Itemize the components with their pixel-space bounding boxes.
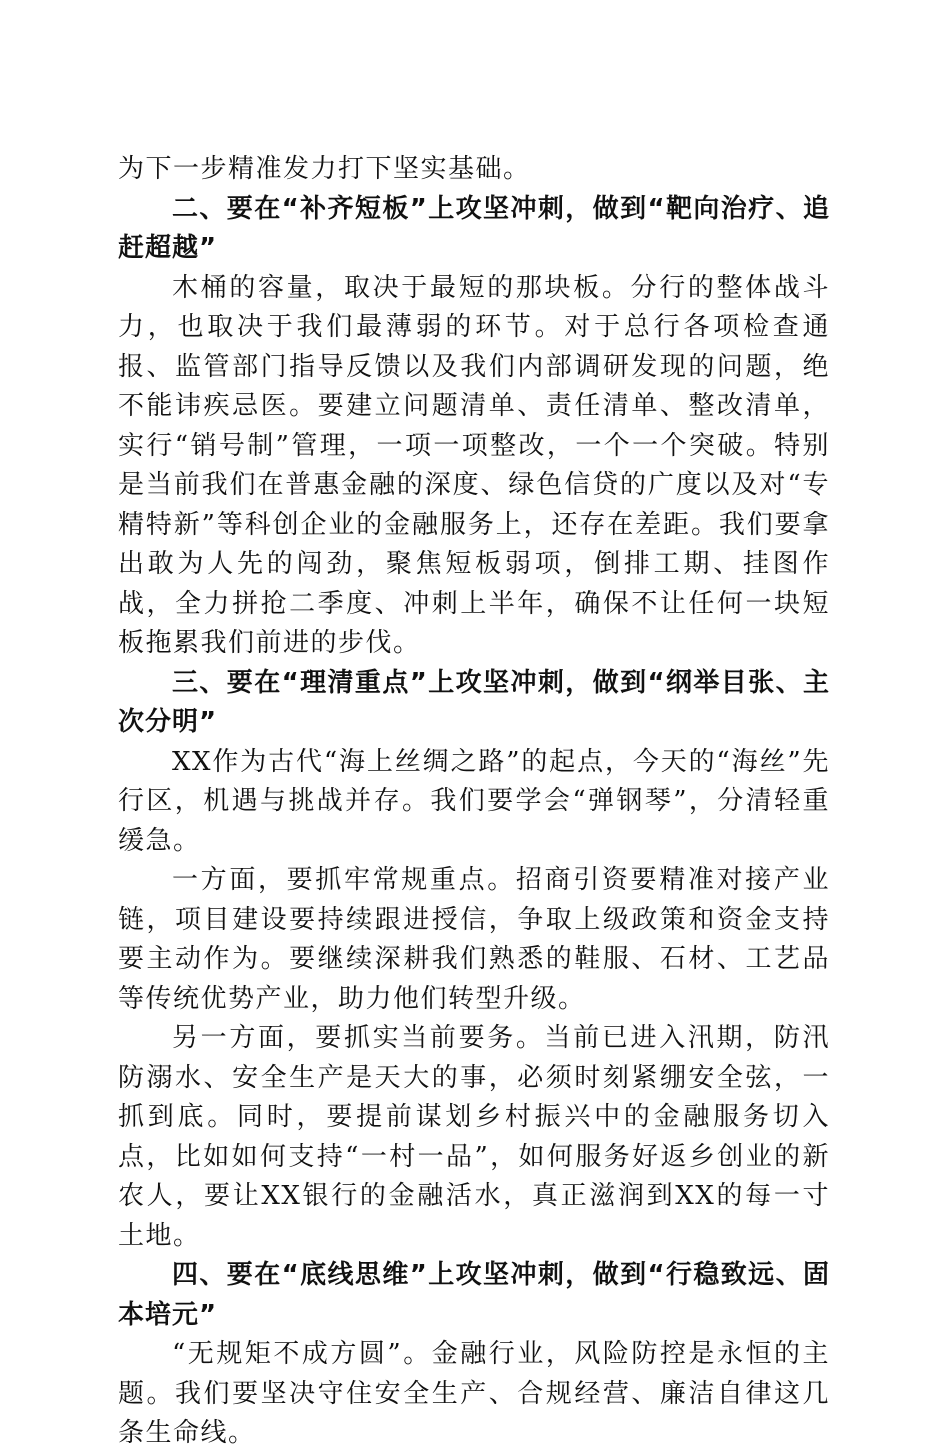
body-paragraph: “无规矩不成方圆”。金融行业，风险防控是永恒的主题。我们要坚决守住安全生产、合规经营、廉洁自律这几条生命线。 [118,1339,830,1448]
section-heading-3: 三、要在“理清重点”上攻坚冲刺，做到“纲举目张、主次分明” [118,667,830,737]
body-paragraph: XX作为古代“海上丝绸之路”的起点，今天的“海丝”先行区，机遇与挑战并存。我们要学会“弹钢琴”，分清轻重缓急。 [118,746,830,856]
section-heading-4: 四、要在“底线思维”上攻坚冲刺，做到“行稳致远、固本培元” [118,1260,830,1330]
body-paragraph: 为下一步精准发力打下坚实基础。 [118,154,531,184]
body-paragraph: 木桶的容量，取决于最短的那块板。分行的整体战斗力，也取决于我们最薄弱的环节。对于总行各项检查通报、监管部门指导反馈以及我们内部调研发现的问题，绝不能讳疾忌医。要建立问题清单、责任清单、整改清单，实行“销号制”管理，一项一项整改，一个一个突破。特别是当前我们在普惠金融的深度、绿色信贷的广度以及对“专精特新”等科创企业的金融服务上，还存在差距。我们要拿出敢为人先的闯劲，聚焦短板弱项，倒排工期、挂图作战，全力拼抢二季度、冲刺上半年，确保不让任何一块短板拖累我们前进的步伐。 [118,272,830,658]
section-heading-2: 二、要在“补齐短板”上攻坚冲刺，做到“靶向治疗、追赶超越” [118,193,830,263]
body-paragraph: 另一方面，要抓实当前要务。当前已进入汛期，防汛防溺水、安全生产是天大的事，必须时刻紧绷安全弦，一抓到底。同时，要提前谋划乡村振兴中的金融服务切入点，比如如何支持“一村一品”，如何服务好返乡创业的新农人，要让XX银行的金融活水，真正滋润到XX的每一寸土地。 [118,1023,830,1251]
body-paragraph: 一方面，要抓牢常规重点。招商引资要精准对接产业链，项目建设要持续跟进授信，争取上级政策和资金支持要主动作为。要继续深耕我们熟悉的鞋服、石材、工艺品等传统优势产业，助力他们转型升级。 [118,865,830,1014]
document-body [118,150,830,1454]
